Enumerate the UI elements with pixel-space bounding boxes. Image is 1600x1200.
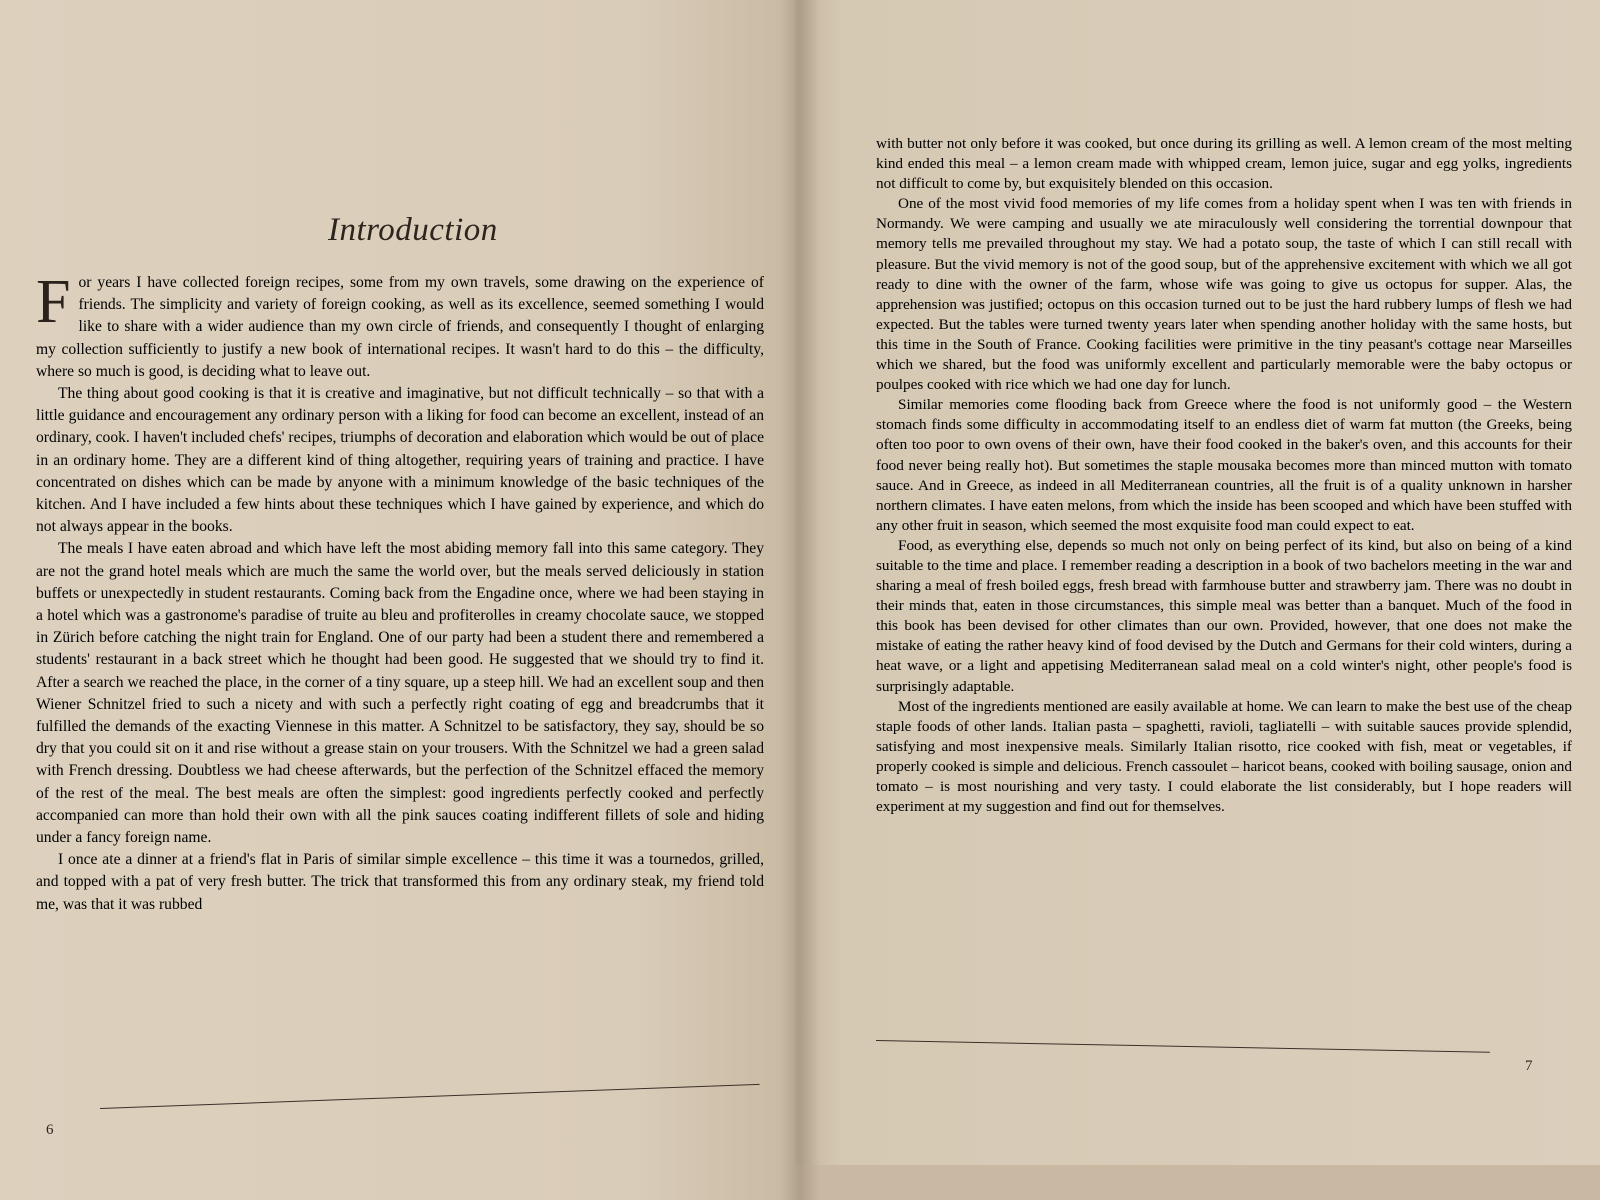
paragraph: with butter not only before it was cooked, but once during its grilling as well. A lemon cream of the most melting kind ended this meal – a lemon cream made with whipped cream, lemon juice, sugar and egg yolks, ingredients not difficult to come by, but exquisitely blended on this occasion. bbox=[876, 135, 1572, 193]
paragraph: The meals I have eaten abroad and which have left the most abiding memory fall into this same category. They are not the grand hotel meals which are much the same the world over, but the meals served deliciously in station buffets or unexpectedly in student restaurants. Coming back from the Engadine once, where we had been staying in a hotel which was a gastronome's paradise of truite au bleu and profiterolles in creamy chocolate sauce, we stopped in Zürich before catching the night train for England. One of our party had been a student there and remembered a students' restaurant in a back street which he thought had been good. He suggested that we should try to find it. After a search we reached the place, in the corner of a tiny square, up a steep hill. We had an excellent soup and then Wiener Schnitzel fried to such a nicety and with such a perfectly right coating of egg and breadcrumbs that it fulfilled the demands of the exacting Viennese in this matter. A Schnitzel to be satisfactory, they say, should be so dry that you could sit on it and rise without a grease stain on your trousers. With the Schnitzel we had a green salad with French dressing. Doubtless we had cheese afterwards, but the perfection of the Schnitzel effaced the memory of the rest of the meal. The best meals are often the simplest: good ingredients perfectly cooked and perfectly accompanied can more than hold their own with all the pink sauces coating indifferent fillets of sole and hiding under a fancy foreign name. bbox=[36, 540, 764, 847]
paragraph: Similar memories come flooding back from Greece where the food is not uniformly good – the Western stomach finds some difficulty in accommodating itself to an endless diet of warm fat mutton (the Greeks, being often too poor to own ovens of their own, have their food cooked in the baker's oven, and this accounts for their food never being really hot). But sometimes the staple mousaka becomes more than minced mutton with tomato sauce. And in Greece, as indeed in all Mediterranean countries, all the fruit is of a quality unknown in harsher northern climates. I have eaten melons, from which the inside has been scooped and which have been stuffed with any other fruit in season, which seemed the most exquisite food man could expect to eat. bbox=[876, 396, 1572, 534]
page-number-right: 7 bbox=[1525, 1058, 1533, 1074]
page-number-left: 6 bbox=[46, 1122, 54, 1138]
paragraph: I once ate a dinner at a friend's flat in Paris of similar simple excellence – this time it was a tournedos, grilled, and topped with a pat of very fresh butter. The trick that transformed this from any ordinary steak, my friend told me, was that it was rubbed bbox=[36, 851, 764, 913]
left-page-text bbox=[36, 268, 764, 916]
paragraph: Food, as everything else, depends so much not only on being perfect of its kind, but also on being of a kind suitable to the time and place. I remember reading a description in a book of two bachelors meeting in the war and sharing a meal of fresh boiled eggs, fresh bread with farmhouse butter and strawberry jam. There was no doubt in their minds that, eaten in those circumstances, this simple meal was better than a banquet. Much of the food in this book has been devised for other climates than our own. Provided, however, that one does not make the mistake of eating the rather heavy kind of food devised by the Dutch and Germans for their cold winters, during a heat wave, or a light and appetising Mediterranean salad meal on a cold winter's night, other people's food is surprisingly adaptable. bbox=[876, 536, 1572, 695]
page-title: Introduction bbox=[328, 212, 498, 248]
paragraph: Most of the ingredients mentioned are easily available at home. We can learn to make the best use of the cheap staple foods of other lands. Italian pasta – spaghetti, ravioli, tagliatelli – with suitable sauces provide splendid, satisfying and most inexpensive meals. Similarly Italian risotto, rice cooked with fish, meat or vegetables, if properly cooked is simple and delicious. French cassoulet – haricot beans, cooked with boiling sausage, onion and tomato – is most nourishing and very tasty. I could elaborate the list considerably, but I hope readers will experiment at my suggestion and find out for themselves. bbox=[876, 697, 1572, 816]
right-page-text bbox=[876, 134, 1572, 817]
paragraph: One of the most vivid food memories of my life comes from a holiday spent when I was ten with friends in Normandy. We were camping and usually we ate miraculously well considering the torrential downpour that memory tells me prevailed throughout my stay. We had a potato soup, the taste of which I can still recall with pleasure. But the vivid memory is not of the good soup, but of the apprehensive excitement with which we all got ready to dine with the owner of the farm, whose wife was going to give us octopus for supper. Alas, the apprehension was justified; octopus on this occasion turned out to be just the hard rubbery lumps of flesh we had expected. But the tables were turned twenty years later when spending another holiday with the same hosts, but this time in the South of France. Cooking facilities were primitive in the tiny peasant's cottage near Marseilles which we shared, but the food was uniformly excellent and particularly memorable were the baby octopus or poulpes cooked with rice which we had one day for lunch. bbox=[876, 195, 1572, 394]
paragraph: For years I have collected foreign recipes, some from my own travels, some drawing on the experience of friends. The simplicity and variety of foreign cooking, as well as its excellence, seemed something I would like to share with a wider audience than my own circle of friends, and consequently I thought of enlarging my collection sufficiently to justify a new book of international recipes. It wasn't hard to do this – the difficulty, where so much is good, is deciding what to leave out. bbox=[36, 268, 764, 380]
paragraph: The thing about good cooking is that it is creative and imaginative, but not difficult technically – so that with a little guidance and encouragement any ordinary person with a liking for food can become an excellent, instead of an ordinary, cook. I haven't included chefs' recipes, triumphs of decoration and elaboration which would be out of place in an ordinary home. They are a different kind of thing altogether, requiring years of training and practice. I have concentrated on dishes which can be made by anyone with a minimum knowledge of the basic techniques of the kitchen. And I have included a few hints about these techniques which I have gained by experience, and which do not always appear in the books. bbox=[36, 385, 764, 536]
book-gutter bbox=[780, 0, 820, 1200]
drop-cap: F bbox=[36, 268, 71, 336]
